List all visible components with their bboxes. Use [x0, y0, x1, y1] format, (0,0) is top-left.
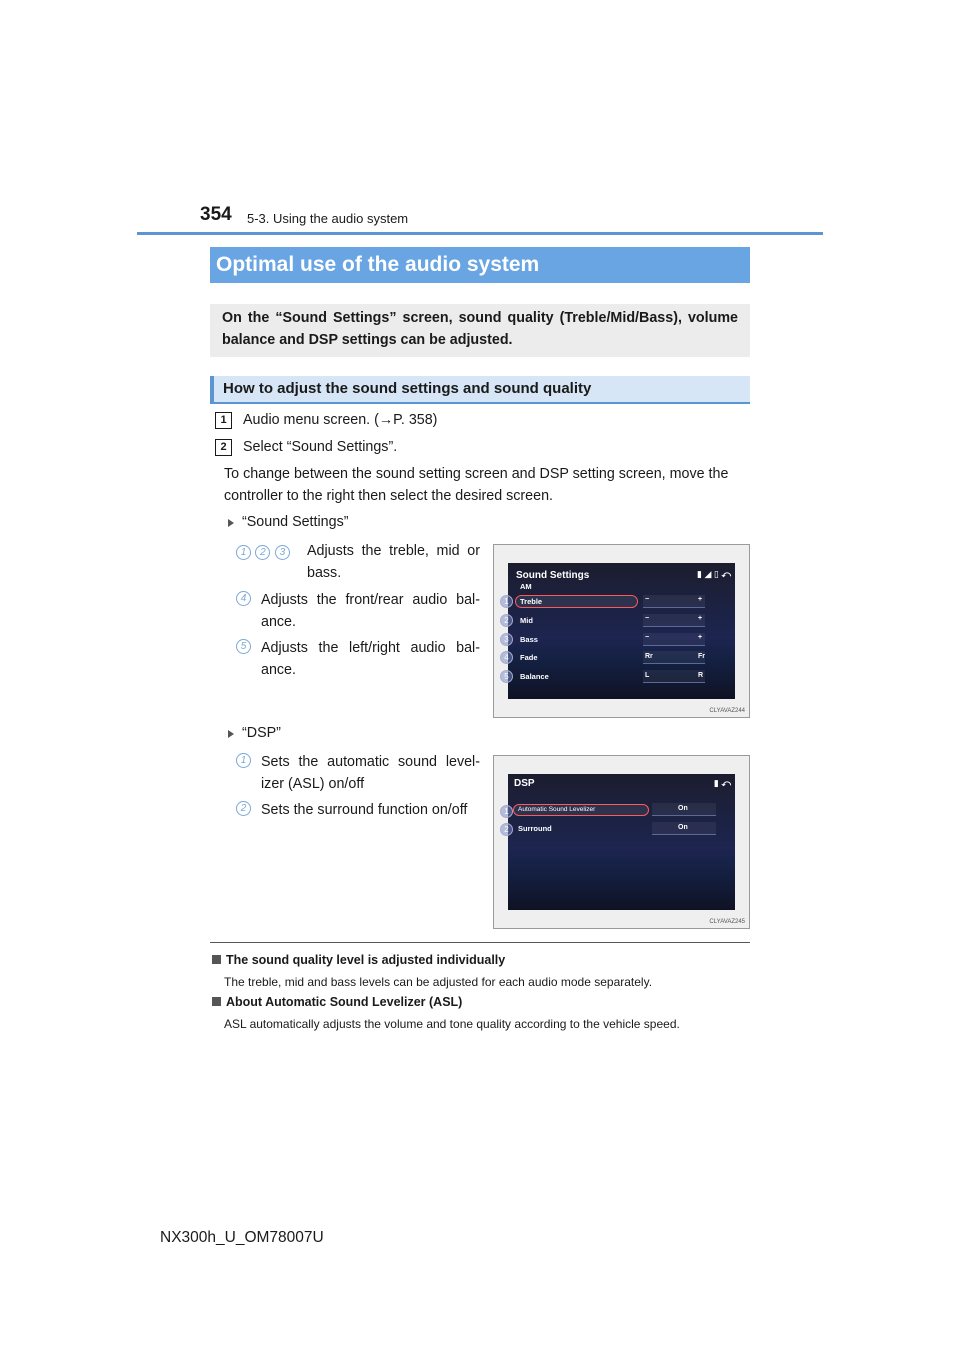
item-text: Adjusts the left/right audio bal-: [261, 640, 480, 656]
row-label: Treble: [520, 597, 543, 606]
step-number-2: 2: [215, 439, 232, 456]
row-label: Fade: [520, 653, 538, 662]
item-nums-1-3: [236, 542, 290, 560]
item-text: Adjusts the front/rear audio bal-: [261, 592, 480, 608]
arrow-bullet-icon: [228, 730, 234, 738]
footer-code: NX300h_U_OM78007U: [160, 1229, 324, 1246]
note-heading-text: The sound quality level is adjusted individually: [226, 953, 506, 967]
screen-callout: 2: [500, 823, 513, 836]
screen-title: Sound Settings: [516, 570, 590, 581]
circled-number: 1: [236, 753, 251, 768]
screen-callout: 1: [500, 595, 513, 608]
dsp-heading: “DSP”: [242, 725, 281, 741]
row-label: Bass: [520, 635, 538, 644]
circled-number: 4: [236, 591, 251, 606]
page-number: 354: [200, 204, 232, 225]
screen-display: [508, 774, 735, 910]
square-bullet-icon: [212, 955, 221, 964]
plus-icon: +: [698, 596, 703, 603]
surround-value: On: [678, 824, 688, 831]
intro-box: [210, 304, 750, 357]
screen-title: DSP: [514, 778, 535, 789]
square-bullet-icon: [212, 997, 221, 1006]
item-text: bass.: [307, 565, 342, 581]
row-label: Automatic Sound Levelizer: [518, 806, 596, 813]
fade-rear-label: Rr: [645, 653, 653, 660]
row-label: Balance: [520, 672, 549, 681]
minus-icon: −: [645, 596, 650, 603]
item-text: ance.: [261, 662, 296, 678]
screen-callout: 3: [500, 633, 513, 646]
screen-callout: 1: [500, 805, 513, 818]
para-line-2: controller to the right then select the desired screen.: [224, 488, 554, 504]
section-title: 5-3. Using the audio system: [247, 211, 409, 226]
screen-callout: 4: [500, 651, 513, 664]
sound-settings-screenshot: [493, 544, 750, 718]
intro-line-1: On the “Sound Settings” screen, sound quality (Treble/Mid/Bass), volume: [222, 310, 738, 326]
item-text: izer (ASL) on/off: [261, 776, 365, 792]
fade-front-label: Fr: [698, 653, 705, 660]
screen-callout: 2: [500, 614, 513, 627]
screen-source: AM: [520, 582, 532, 591]
sub-heading: How to adjust the sound settings and sound quality: [210, 376, 750, 404]
minus-icon: −: [645, 634, 650, 641]
status-icons: ▮ ⤺: [713, 778, 731, 788]
step-number-1: 1: [215, 412, 232, 429]
dsp-screenshot: [493, 755, 750, 929]
bass-control: [643, 633, 705, 646]
asl-value: On: [678, 805, 688, 812]
note-body: ASL automatically adjusts the volume and tone quality according to the vehicle speed.: [224, 1017, 680, 1031]
item-text: ance.: [261, 614, 296, 630]
arrow-bullet-icon: [228, 519, 234, 527]
note-body: The treble, mid and bass levels can be adjusted for each audio mode separately.: [224, 975, 653, 989]
image-code: CLYAVAZ244: [709, 708, 745, 714]
sound-settings-heading: “Sound Settings”: [242, 514, 349, 530]
treble-control: [643, 595, 705, 608]
notes-divider: [210, 942, 750, 943]
plus-icon: +: [698, 634, 703, 641]
status-icons: ▮ ◢ ▯ ⤺: [697, 569, 731, 579]
balance-left-label: L: [645, 672, 650, 679]
page-title: Optimal use of the audio system: [210, 247, 750, 283]
step-text-2: Select “Sound Settings”.: [243, 439, 398, 455]
para-line-1: To change between the sound setting screen and DSP setting screen, move the: [224, 466, 729, 482]
circled-number: 2: [255, 545, 270, 560]
circled-number: 5: [236, 639, 251, 654]
note-heading: [212, 995, 462, 1009]
item-text: Sets the surround function on/off: [261, 802, 468, 818]
circled-number: 2: [236, 801, 251, 816]
row-label: Mid: [520, 616, 533, 625]
screen-callout: 5: [500, 670, 513, 683]
plus-icon: +: [698, 615, 703, 622]
circled-number: 1: [236, 545, 251, 560]
screen-display: [508, 563, 735, 699]
balance-right-label: R: [698, 672, 704, 679]
header-rule: [137, 232, 823, 235]
item-text: Sets the automatic sound level-: [261, 754, 480, 770]
image-code: CLYAVAZ245: [709, 919, 745, 925]
note-heading-text: About Automatic Sound Levelizer (ASL): [226, 995, 463, 1009]
row-label: Surround: [518, 824, 552, 833]
intro-line-2: balance and DSP settings can be adjusted.: [222, 332, 513, 348]
mid-control: [643, 614, 705, 627]
item-text: Adjusts the treble, mid or: [307, 543, 480, 559]
note-heading: [212, 953, 505, 967]
balance-control: [643, 670, 705, 683]
circled-number: 3: [275, 545, 290, 560]
minus-icon: −: [645, 615, 650, 622]
step-text-1: Audio menu screen. (→P. 358): [243, 412, 438, 428]
